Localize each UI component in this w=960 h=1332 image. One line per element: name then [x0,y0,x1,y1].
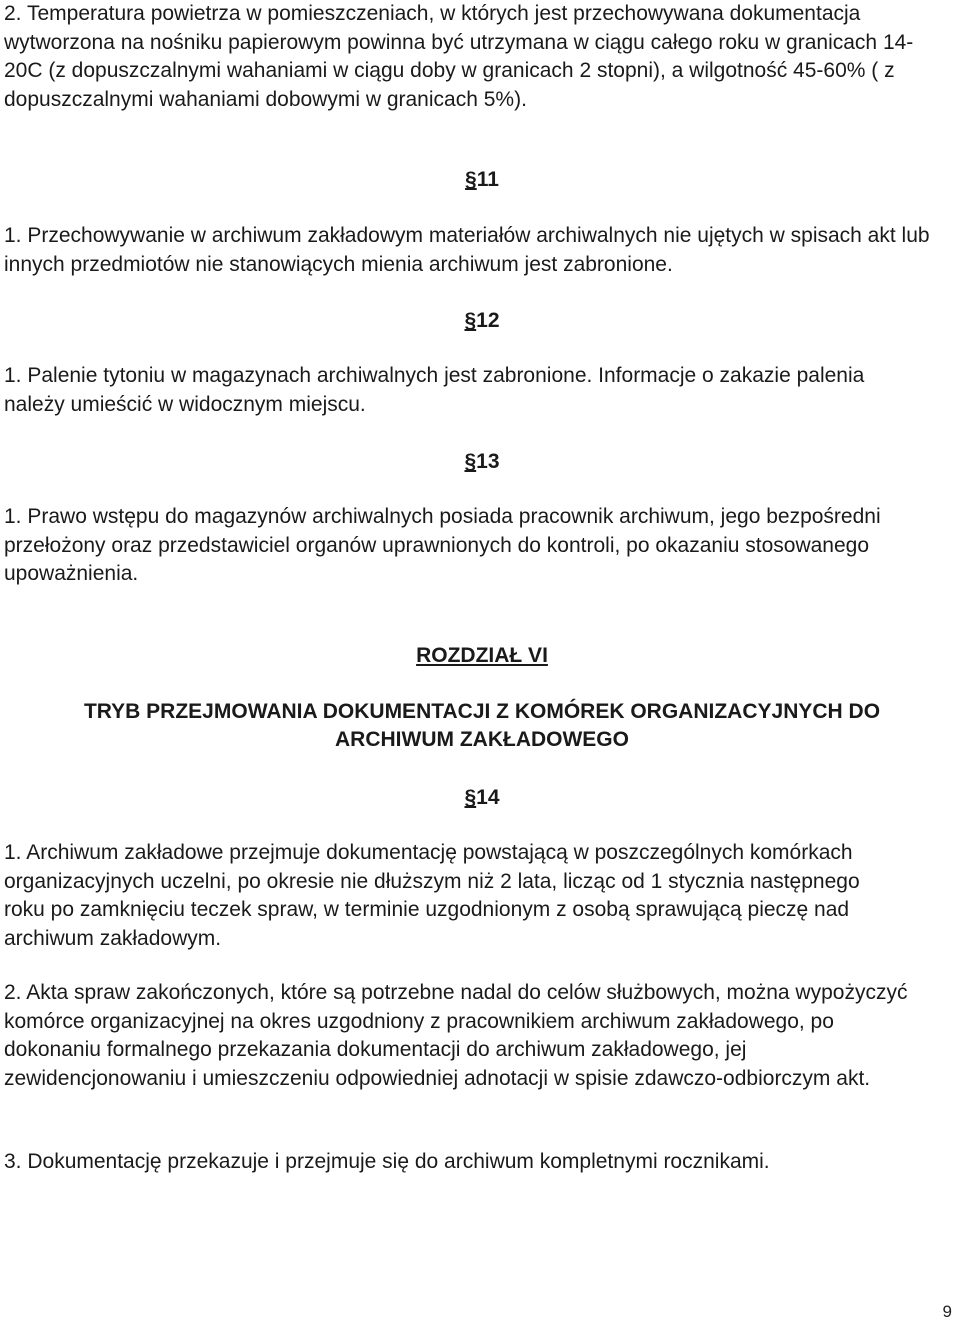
section-symbol: § [464,309,477,332]
paragraph-s13-1: 1. Prawo wstępu do magazynów archiwalnych posiada pracownik archiwum, jego bezpośredni przełożony oraz przedstawiciel organów uprawnionych do kontroli, po okazaniu stosowanego upoważnienia. [4,505,881,585]
paragraph-s14-2: 2. Akta spraw zakończonych, które są potrzebne nadal do celów służbowych, można wypożyczyć komórce organizacyjnej na okres uzgodniony z pracownikiem archiwum zakładowego, po dokonaniu formalnego przekazania dokumentacji do archiwum zakładowego, jej zewidencjonowaniu i umieszczeniu odpowiedniej adnotacji w spisie zdawczo-odbiorczym akt. [4,981,908,1090]
section-number: 13 [476,450,500,473]
section-heading-11 [4,166,960,194]
section-number: 12 [476,309,500,332]
section-number: 14 [476,786,500,809]
page-number: 9 [942,1302,952,1321]
paragraph-s12-1: 1. Palenie tytoniu w magazynach archiwalnych jest zabronione. Informacje o zakazie palenia należy umieścić w widocznym miejscu. [4,364,865,416]
section-number: 11 [476,168,499,191]
section-heading-14 [4,784,960,812]
section-symbol: § [464,450,477,473]
section-symbol: § [465,168,477,191]
paragraph-temperature: 2. Temperatura powietrza w pomieszczeniach, w których jest przechowywana dokumentacja wytworzona na nośniku papierowym powinna być utrzymana w ciągu całego roku w granicach 14-20C (z dopuszczalnymi wahaniami w ciągu doby w granicach 2 stopni), a wilgotność 45-60% ( z dopuszczalnymi wahaniami dobowymi w granicach 5%). [4,2,914,111]
chapter-title: ROZDZIAŁ VI [416,644,548,667]
section-symbol: § [464,786,477,809]
section-heading-12 [4,307,960,335]
paragraph-s14-1: 1. Archiwum zakładowe przejmuje dokumentację powstającą w poszczególnych komórkach organizacyjnych uczelni, po okresie nie dłuższym niż 2 lata, licząc od 1 stycznia następnego roku po zamknięciu teczek spraw, w terminie uzgodnionym z osobą sprawującą pieczę nad archiwum zakładowym. [4,841,860,950]
paragraph-s11-1: 1. Przechowywanie w archiwum zakładowym materiałów archiwalnych nie ujętych w spisach akt lub innych przedmiotów nie stanowiących mienia archiwum jest zabronione. [4,224,930,276]
paragraph-s14-3: 3. Dokumentację przekazuje i przejmuje się do archiwum kompletnymi rocznikami. [4,1150,770,1173]
chapter-subtitle-line-2: ARCHIWUM ZAKŁADOWEGO [335,728,629,751]
section-heading-13 [4,448,960,476]
chapter-subtitle-line-1: TRYB PRZEJMOWANIA DOKUMENTACJI Z KOMÓREK ORGANIZACYJNYCH DO [83,700,881,723]
